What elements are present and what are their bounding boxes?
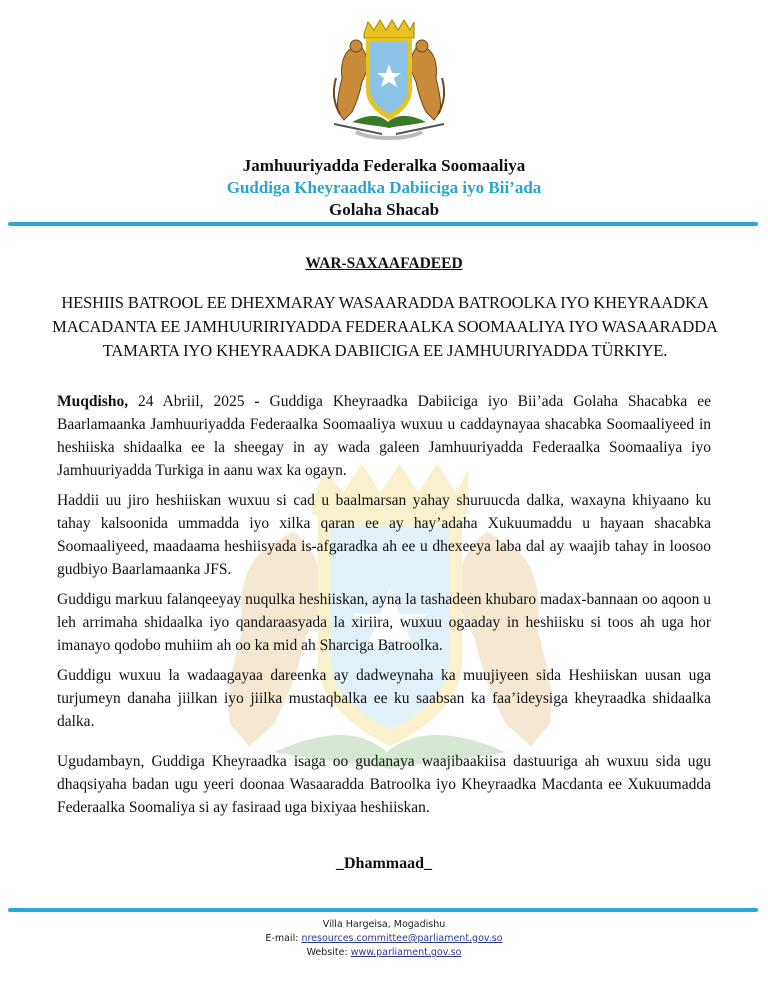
dateline-place: Muqdisho,: [57, 393, 129, 410]
dateline-dash: -: [254, 393, 260, 410]
website-link[interactable]: www.parliament.gov.so: [350, 947, 462, 958]
footer-address: Villa Hargeisa, Mogadishu: [322, 919, 446, 930]
coat-of-arms-emblem: [322, 8, 456, 146]
paragraph-2: Haddii uu jiro heshiiskan wuxuu si cad u baalmarsan yahay shuruucda dalka, waxayna khiyaano ku tahay kalsoonida ummadda iyo xilka qaran ee ay hay’adaha Xukuumaddu u hayaan shacabka Soomaaliyeed, maadaama heshiisyada is-afgaradka ah ee u dhexeeya laba dal ay waajib tahay in loosoo gudbiyo Baarlamaanka JFS.: [57, 492, 711, 578]
footer-divider: [8, 908, 758, 912]
footer-email-label: E-mail:: [265, 933, 302, 944]
dateline-date: 24 Abriil, 2025: [128, 393, 255, 410]
letterhead-house: Golaha Shacab: [328, 200, 440, 219]
footer-website-line: [0, 946, 768, 960]
letterhead-country: Jamhuuriyadda Federalka Soomaaliya: [242, 156, 526, 175]
paragraph-1-text: Guddiga Kheyraadka Dabiiciga iyo Bii’ada Golaha Shacabka ee Baarlamaanka Jamhuuriyadda Federaalka Soomaaliya wuxuu u caddaynayaa shacabka Soomaaliyeed in heshiiska shidaalka ee la sheegay in ay wada galeen Jamhuuriyadda Federaalka Soomaaliya iyo Jamhuuriyadda Turkiga in aanu wax ka ogayn.: [57, 393, 712, 479]
header-divider: [8, 222, 758, 226]
document-title: WAR-SAXAAFADEED: [305, 255, 463, 272]
paragraph-5: Ugudambayn, Guddiga Kheyraadka isaga oo gudanaya waajibaakiisa dastuuriga ah wuxuu sida ugu dhaqsiyaha badan ugu yeeri doonaa Wasaaradda Batroolka iyo Kheyraadka Macdanta ee Xukuumadda Federaalka Soomaliya si ay fasiraad uga bixiyaa heshiiskan.: [57, 753, 711, 816]
footer-email-line: [0, 932, 768, 946]
letterhead-committee: Guddiga Kheyraadka Dabiiciga iyo Bii’ada: [226, 178, 542, 197]
paragraph-1: [57, 390, 711, 482]
closing-mark: _Dhammaad_: [335, 855, 432, 872]
paragraph-3: Guddigu markuu falanqeeyay nuqulka heshiiskan, ayna la tashadeen khubaro madax-bannaan oo aqoon u leh arrimaha shidaalka iyo qandaraasyada la xiriira, wuxuu ogaaday in heshiisku si toos ah uga hor imanayo qodobo muhiim ah oo ka mid ah Sharciga Batroolka.: [57, 591, 711, 654]
document-headline: HESHIIS BATROOL EE DHEXMARAY WASAARADDA BATROOLKA IYO KHEYRAADKA MACADANTA EE JAMHUURIRIYADDA FEDERAALKA SOOMAALIYA IYO WASAARADDA TAMARTA IYO KHEYRAADKA DABIICIGA EE JAMHUURIYADDA TÜRKIYE.: [52, 293, 718, 360]
paragraph-4: Guddigu wuxuu la wadaagayaa dareenka ay dadweynaha ka muujiyeen sida Heshiiskan uusan uga turjumeyn danaha jiilkan iyo jiilka mustaqbalka ee ku saabsan ka faa’ideysiga kheyraadka shidaalka dalka.: [57, 667, 711, 730]
footer-website-label: Website:: [306, 947, 351, 958]
email-link[interactable]: nresources.committee@parliament.gov.so: [301, 933, 503, 944]
footer: [0, 918, 768, 960]
